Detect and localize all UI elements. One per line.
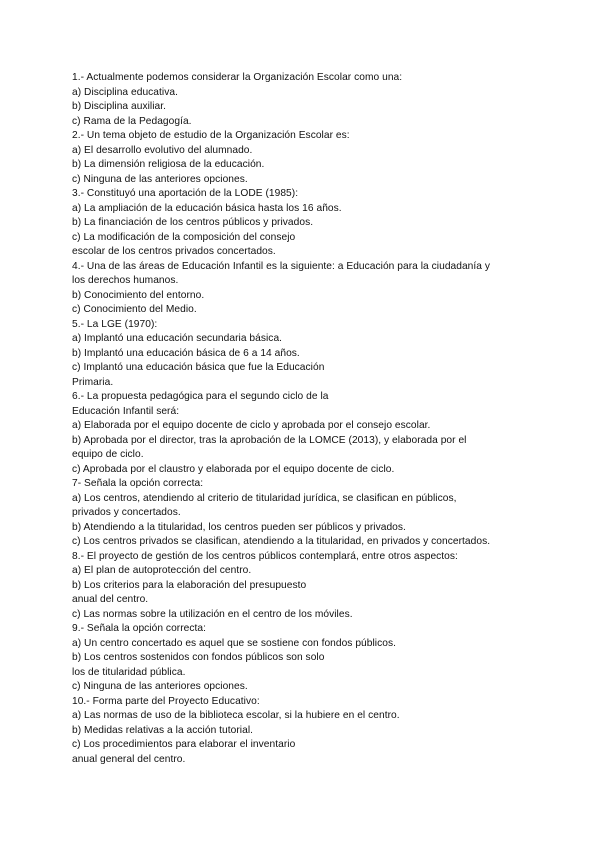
question-2-text: 2.- Un tema objeto de estudio de la Organización Escolar es: xyxy=(72,130,350,141)
question-6-option-b-cont: equipo de ciclo. xyxy=(72,449,144,460)
question-3-option-b: b) La financiación de los centros públicos y privados. xyxy=(72,217,314,228)
question-7-option-a: a) Los centros, atendiendo al criterio de titularidad jurídica, se clasifican en públicos, xyxy=(72,492,457,504)
question-9-option-c: c) Ninguna de las anteriores opciones. xyxy=(72,681,248,692)
question-7-option-c: c) Los centros privados se clasifican, atendiendo a la titularidad, en privados y concertados. xyxy=(72,536,491,547)
question-8-text: 8.- El proyecto de gestión de los centros públicos contemplará, entre otros aspectos: xyxy=(72,550,458,562)
question-3-option-c-cont: escolar de los centros privados concertados. xyxy=(72,246,276,257)
question-1-option-c: c) Rama de la Pedagogía. xyxy=(72,115,192,127)
question-5-option-b: b) Implantó una educación básica de 6 a 14 años. xyxy=(72,347,300,359)
question-7-text: 7- Señala la opción correcta: xyxy=(72,478,204,489)
question-4-text-cont: los derechos humanos. xyxy=(72,275,179,286)
question-10-option-b: b) Medidas relativas a la acción tutorial. xyxy=(72,724,254,736)
question-10-option-c: c) Los procedimientos para elaborar el inventario xyxy=(72,739,296,750)
question-9-option-b: b) Los centros sostenidos con fondos públicos son solo xyxy=(72,652,325,663)
question-10-option-c-cont: anual general del centro. xyxy=(72,753,186,765)
question-1-option-a: a) Disciplina educativa. xyxy=(72,86,178,98)
question-6-option-c: c) Aprobada por el claustro y elaborada por el equipo docente de ciclo. xyxy=(72,463,395,475)
question-9-option-b-cont: los de titularidad pública. xyxy=(72,666,186,678)
question-9-text: 9.- Señala la opción correcta: xyxy=(72,623,207,634)
question-5-option-a: a) Implantó una educación secundaria básica. xyxy=(72,333,283,344)
question-2-option-c: c) Ninguna de las anteriores opciones. xyxy=(72,173,248,185)
question-5-text: 5.- La LGE (1970): xyxy=(72,318,158,330)
question-3-text: 3.- Constituyó una aportación de la LODE (1985): xyxy=(72,188,299,199)
question-10-text: 10.- Forma parte del Proyecto Educativo: xyxy=(72,695,260,707)
question-6-text: 6.- La propuesta pedagógica para el segundo ciclo de la xyxy=(72,391,329,402)
question-10-option-a: a) Las normas de uso de la biblioteca escolar, si la hubiere en el centro. xyxy=(72,710,400,721)
question-3-option-a: a) La ampliación de la educación básica hasta los 16 años. xyxy=(72,202,342,214)
question-4-option-b: b) Conocimiento del entorno. xyxy=(72,289,205,301)
question-3-option-c: c) La modificación de la composición del consejo xyxy=(72,231,296,243)
question-5-option-c-cont: Primaria. xyxy=(72,376,114,388)
question-4-text: 4.- Una de las áreas de Educación Infantil es la siguiente: a Educación para la ciudadanía y xyxy=(72,260,491,272)
question-5-option-c: c) Implantó una educación básica que fue la Educación xyxy=(72,362,325,373)
question-7-option-a-cont: privados y concertados. xyxy=(72,507,181,518)
question-8-option-b: b) Los criterios para la elaboración del presupuesto xyxy=(72,579,307,591)
question-4-option-c: c) Conocimiento del Medio. xyxy=(72,304,197,315)
question-9-option-a: a) Un centro concertado es aquel que se sostiene con fondos públicos. xyxy=(72,637,396,649)
question-7-option-b: b) Atendiendo a la titularidad, los centros pueden ser públicos y privados. xyxy=(72,521,406,533)
document-page xyxy=(72,71,542,767)
question-8-option-b-cont: anual del centro. xyxy=(72,594,149,605)
question-6-text-cont: Educación Infantil será: xyxy=(72,405,180,417)
question-2-option-a: a) El desarrollo evolutivo del alumnado. xyxy=(72,144,253,156)
question-1-option-b: b) Disciplina auxiliar. xyxy=(72,101,167,112)
question-8-option-c: c) Las normas sobre la utilización en el centro de los móviles. xyxy=(72,608,353,620)
question-6-option-a: a) Elaborada por el equipo docente de ciclo y aprobada por el consejo escolar. xyxy=(72,420,431,431)
question-6-option-b: b) Aprobada por el director, tras la aprobación de la LOMCE (2013), y elaborada por el xyxy=(72,434,467,446)
question-2-option-b: b) La dimensión religiosa de la educación. xyxy=(72,159,265,170)
question-8-option-a: a) El plan de autoprotección del centro. xyxy=(72,565,252,576)
question-1-text: 1.- Actualmente podemos considerar la Organización Escolar como una: xyxy=(72,72,403,83)
